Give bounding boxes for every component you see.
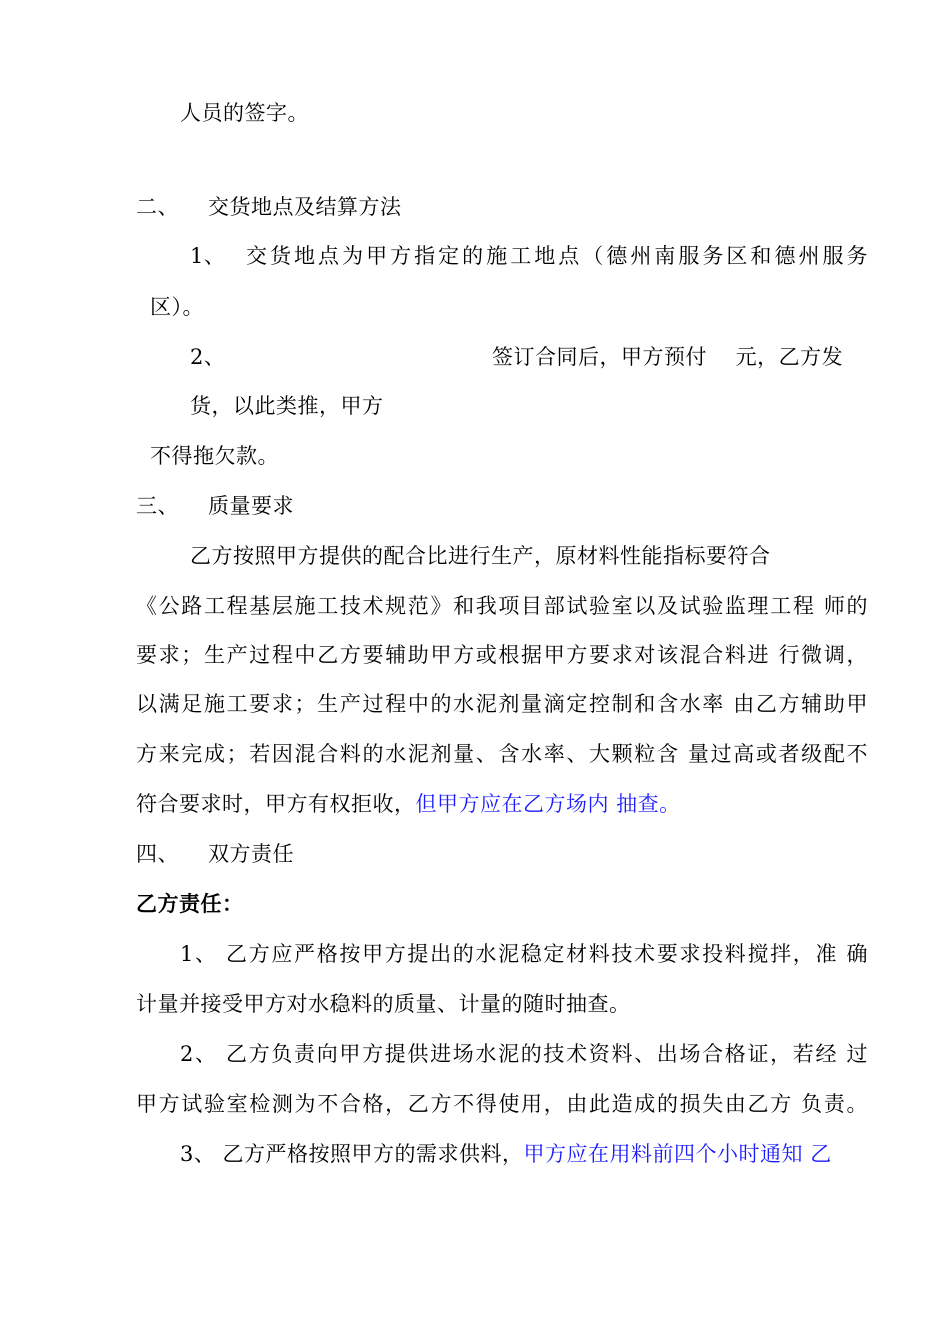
- quality-paragraph-line-2: 《公路工程基层施工技术规范》和我项目部试验室以及试验监理工程 师的: [136, 594, 868, 618]
- item-2-2-number: 2、: [190, 345, 226, 369]
- quality-highlight-text: 但甲方应在乙方场内 抽查。: [415, 792, 681, 816]
- section-4-title: 双方责任: [208, 842, 294, 866]
- item-2-2-text: 签订合同后，甲方预付 元，乙方发: [492, 345, 844, 369]
- responsibility-3-highlight: 甲方应在用料前四个小时通知 乙: [523, 1142, 832, 1166]
- quality-paragraph-line-4: 以满足施工要求；生产过程中的水泥剂量滴定控制和含水率 由乙方辅助甲: [136, 692, 868, 716]
- item-2-1-text: 交货地点为甲方指定的施工地点（德州南服务区和德州服务: [246, 244, 868, 268]
- quality-paragraph-line-3: 要求；生产过程中乙方要辅助甲方或根据甲方要求对该混合料进 行微调，: [136, 643, 868, 667]
- party-b-responsibility-heading: 乙方责任：: [136, 891, 244, 916]
- section-2-number: 二、: [136, 195, 179, 219]
- continued-line: 人员的签字。: [180, 101, 309, 125]
- responsibility-3-text: 3、 乙方严格按照甲方的需求供料，: [180, 1142, 524, 1166]
- item-2-1-number: 1、: [190, 244, 226, 268]
- responsibility-3-line-1: [180, 1140, 832, 1168]
- item-2-2-text-cont: 货，以此类推，甲方: [190, 394, 384, 418]
- responsibility-1-line-2: 计量并接受甲方对水稳料的质量、计量的随时抽查。: [136, 992, 631, 1016]
- quality-paragraph-line-5: 方来完成；若因混合料的水泥剂量、含水率、大颗粒含 量过高或者级配不: [136, 742, 868, 766]
- responsibility-2-line-2: 甲方试验室检测为不合格，乙方不得使用，由此造成的损失由乙方 负责。: [136, 1092, 868, 1116]
- responsibility-2-line-1: 2、 乙方负责向甲方提供进场水泥的技术资料、出场合格证，若经 过: [180, 1042, 868, 1066]
- section-2-title: 交货地点及结算方法: [208, 195, 402, 219]
- section-4-number: 四、: [136, 842, 179, 866]
- item-2-2-text-end: 不得拖欠款。: [150, 444, 279, 468]
- quality-paragraph-line-1: 乙方按照甲方提供的配合比进行生产，原材料性能指标要符合: [190, 544, 771, 568]
- quality-paragraph-text: 符合要求时，甲方有权拒收，: [136, 792, 416, 816]
- responsibility-1-line-1: 1、 乙方应严格按甲方提出的水泥稳定材料技术要求投料搅拌，准 确: [180, 942, 868, 966]
- quality-paragraph-line-6: [136, 790, 681, 818]
- section-3-title: 质量要求: [208, 494, 294, 518]
- item-2-1-text-cont: 区）。: [150, 295, 204, 319]
- section-3-number: 三、: [136, 494, 179, 518]
